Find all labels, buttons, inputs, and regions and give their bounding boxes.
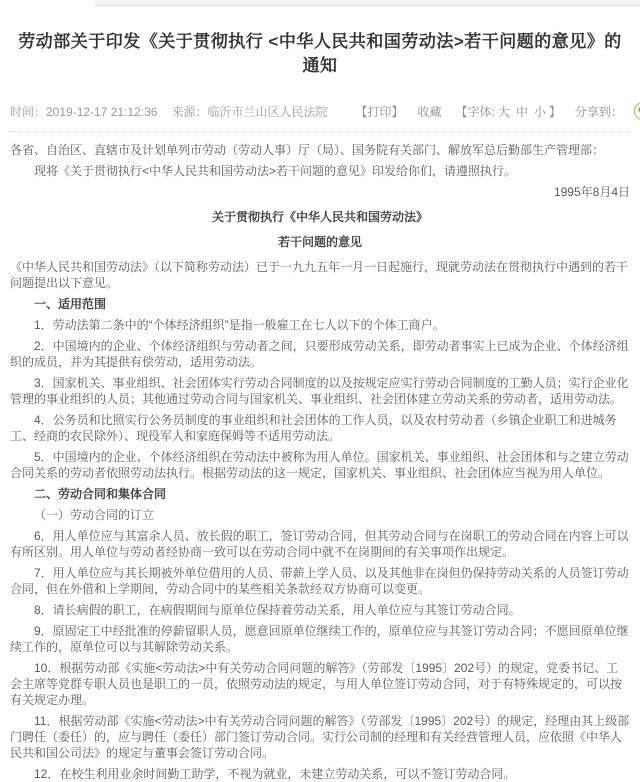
dotted-separator bbox=[8, 130, 632, 132]
item-5: 5．中国境内的企业、个体经济组织在劳动法中被称为用人单位。国家机关、事业组织、社会团体和与之建立劳动合同关系的劳动者依照劳动法执行。根据劳动法的这一规定，国家机关、事业组织、社会团体应当视为用人单位。 bbox=[10, 450, 629, 480]
item-6: 6．用人单位应与其富余人员、放长假的职工，签订劳动合同，但其劳动合同与在岗职工的劳动合同在内容上可以有所区别。用人单位与劳动者经协商一致可以在劳动合同中就不在岗期间的有关事项作出规定。 bbox=[10, 529, 629, 559]
salutation: 各省、自治区、直辖市及计划单列市劳动（劳动人事）厅（局）、国务院有关部门、解放军总后勤部生产管理部： bbox=[10, 143, 605, 157]
font-size-small-button[interactable]: 小 bbox=[533, 104, 546, 119]
font-size-medium-button[interactable]: 中 bbox=[515, 104, 528, 119]
source-label: 来源：临沂市兰山区人民法院 bbox=[171, 104, 328, 119]
font-size-suffix: 】 bbox=[548, 104, 561, 119]
font-size-large-button[interactable]: 大 bbox=[497, 104, 510, 119]
wechat-share-icon[interactable] bbox=[634, 102, 640, 120]
top-edge-notch bbox=[0, 0, 95, 6]
item-9: 9．原固定工中经批准的停薪留职人员，愿意回原单位继续工作的，原单位应与其签订劳动合同；不愿回原单位继续工作的，原单位可以与其解除劳动关系。 bbox=[10, 624, 629, 654]
item-7: 7．用人单位应与其长期被外单位借用的人员、带薪上学人员、以及其他非在岗但仍保持劳动关系的人员签订劳动合同，但在外借和上学期间，劳动合同中的某些相关条款经双方协商可以变更。 bbox=[10, 566, 629, 596]
favorite-button[interactable]: 收藏 bbox=[417, 104, 442, 119]
preamble: 《中华人民共和国劳动法》（以下简称劳动法）已于一九九五年一月一日起施行，现就劳动法在贯彻执行中遇到的若干问题提出以下意见。 bbox=[10, 260, 629, 290]
item-11: 11．根据劳动部《实施<劳动法>中有关劳动合同问题的解答》（劳部发〔1995〕202号）的规定，经理由其上级部门聘任（委任）的，应与聘任（委任）部门签订劳动合同。实行公司制的经理和有关经营管理人员，应依照《中华人民共和国公司法》的规定与董事会签订劳动合同。 bbox=[10, 714, 630, 760]
meta-left bbox=[10, 103, 341, 120]
item-4: 4．公务员和比照实行公务员制度的事业组织和社会团体的工作人员，以及农村劳动者（乡镇企业职工和进城务工、经商的农民除外）、现役军人和家庭保姆等不适用劳动法。 bbox=[10, 413, 617, 443]
share-label: 分享到： bbox=[574, 104, 623, 119]
top-edge-strip bbox=[0, 0, 640, 6]
meta-bar bbox=[10, 102, 630, 120]
forward-note: 现将《关于贯彻执行<中华人民共和国劳动法>若干问题的意见》印发给你们，请遵照执行。 bbox=[34, 164, 517, 178]
share-icons bbox=[629, 102, 640, 120]
document-title-line2: 若干问题的意见 bbox=[277, 235, 362, 249]
document-title-line1: 关于贯彻执行《中华人民共和国劳动法》 bbox=[211, 210, 428, 224]
font-size-prefix: 【字体: bbox=[455, 104, 495, 119]
issue-date: 1995年8月4日 bbox=[553, 185, 630, 199]
article-body bbox=[10, 142, 630, 782]
page-title: 劳动部关于印发《关于贯彻执行 <中华人民共和国劳动法>若干问题的意见》的通知 bbox=[18, 32, 622, 75]
item-2: 2．中国境内的企业、个体经济组织与劳动者之间，只要形成劳动关系，即劳动者事实上已成为企业、个体经济组织的成员，并为其提供有偿劳动，适用劳动法。 bbox=[10, 339, 629, 369]
print-button[interactable]: 【打印】 bbox=[355, 104, 404, 119]
item-1: 1．劳动法第二条中的“个体经济组织”是指一般雇工在七人以下的个体工商户。 bbox=[34, 318, 445, 332]
item-3: 3．国家机关、事业组织、社会团体实行劳动合同制度的以及按规定应实行劳动合同制度的工勤人员；实行企业化管理的事业组织的人员；其他通过劳动合同与国家机关、事业组织、社会团体建立劳动关系的劳动者，适用劳动法。 bbox=[10, 376, 629, 406]
item-8: 8．请长病假的职工，在病假期间与原单位保持着劳动关系，用人单位应与其签订劳动合同。 bbox=[34, 603, 521, 617]
item-12: 12．在校生利用业余时间勤工助学，不视为就业，未建立劳动关系，可以不签订劳动合同。 bbox=[34, 767, 516, 781]
meta-right bbox=[341, 102, 640, 120]
publish-time: 时间：2019-12-17 21:12:36 bbox=[10, 104, 158, 119]
font-size-control bbox=[455, 103, 560, 120]
section-2-heading: 二、劳动合同和集体合同 bbox=[34, 487, 167, 501]
subsection-1-heading: （一）劳动合同的订立 bbox=[34, 508, 155, 522]
item-10: 10．根据劳动部《实施<劳动法>中有关劳动合同问题的解答》（劳部发〔1995〕202号）的规定，党委书记、工会主席等党群专职人员也是职工的一员，依照劳动法的规定，与用人单位签订劳动合同，对于有特殊规定的，可以按有关规定办理。 bbox=[10, 661, 623, 707]
section-1-heading: 一、适用范围 bbox=[34, 297, 107, 311]
